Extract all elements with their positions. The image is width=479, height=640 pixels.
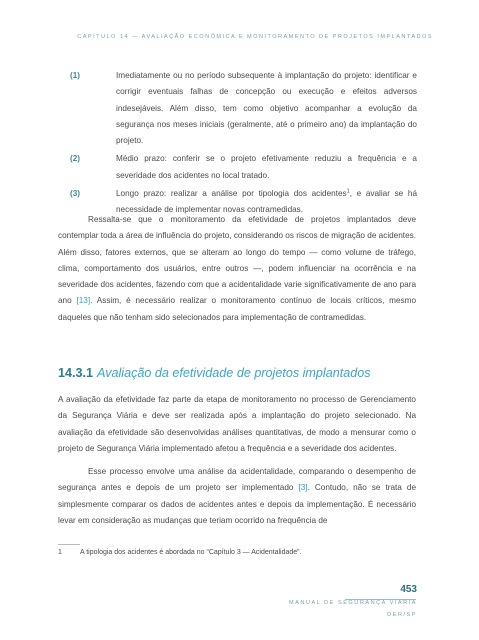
footnote-divider [58,544,80,545]
footnote-text: A tipologia dos acidentes é abordada no “Capítulo 3 — Acidentalidade”. [80,549,302,556]
list-number: (2) [70,154,81,164]
paragraph-text: Ressalta-se que o monitoramento da efetividade de projetos implantados deve contemplar toda a área de influência do projeto, considerando os riscos de migração de acidentes. Além disso, fatores externos, que se alteram ao longo do tempo — como volume de tráfego, clima, comportamento dos usuários, entre outros —, podem influenciar na ocorrência e na severidade dos acidentes, fazendo com que a acidentalidade varie significativamente de ano para ano [58,215,416,306]
reference-link[interactable]: [3] [298,483,308,493]
list-number: (3) [70,189,81,199]
paragraph: A avaliação da efetividade faz parte da etapa de monitoramento no processo de Gerenciamento da Segurança Viária e deve ser realizada após a implantação do projeto selecionado. Na avaliação da efetividade são desenvolvidas análises quantitativas, de modo a mensurar como o projeto de Segurança Viária implementado afetou a frequência e a severidade dos acidentes. [58,395,416,453]
list-text-part: Longo prazo: realizar a análise por tipologia dos acidentes [116,189,347,199]
section-title: Avaliação da efetividade de projetos implantados [97,366,371,380]
list-number: (1) [70,71,81,80]
footnote-number: 1 [58,549,62,556]
list-text: Médio prazo: conferir se o projeto efetivamente reduziu a frequência e a severidade dos acidentes no local tratado. [116,154,417,180]
footnote-marker[interactable]: 1 [346,188,350,195]
section-body [58,392,416,529]
section-heading [58,366,371,380]
paragraph-text: . Contudo, não se trata de simplesmente comparar os dados de acidentes antes e depois da implementação. É necessário levar em consideração as mudanças que teriam ocorrido na frequência de [58,483,416,526]
page-number: 453 [400,584,417,595]
running-header: CAPÍTULO 14 — AVALIAÇÃO ECONÔMICA E MONITORAMENTO DE PROJETOS IMPLANTADOS [77,34,433,40]
list-item [70,151,417,184]
footer-title: MANUAL DE SEGURANÇA VIÁRIA [288,600,417,606]
paragraph-text: Esse processo envolve uma análise da acidentalidade, comparando o desempenho de segurança antes e depois de um projeto ser implementado [58,467,416,493]
paragraph-migration [58,212,416,326]
paragraph [58,212,416,326]
list-text-part: , e avaliar se há necessidade de implementar novas contramedidas. [116,189,417,215]
section-number: 14.3.1 [58,366,94,380]
paragraph-text: . Assim, é necessário realizar o monitoramento contínuo de locais críticos, mesmo daqueles que não tenham sido selecionados para implementação de contramedidas. [58,296,417,322]
footer-subtitle: DER/SP [387,612,417,618]
numbered-list [70,68,417,221]
reference-link[interactable]: [13] [76,296,91,306]
list-item [70,68,417,149]
list-text: Imediatamente ou no período subsequente à implantação do projeto: identificar e corrigir eventuais falhas de concepção ou execução e efeitos adversos indesejáveis. Além disso, tem como objetivo acompanhar a evolução da segurança nos meses iniciais (geralmente, até o primeiro ano) da implantação do projeto. [116,71,417,146]
footnote [58,549,301,556]
paragraph [58,464,416,529]
